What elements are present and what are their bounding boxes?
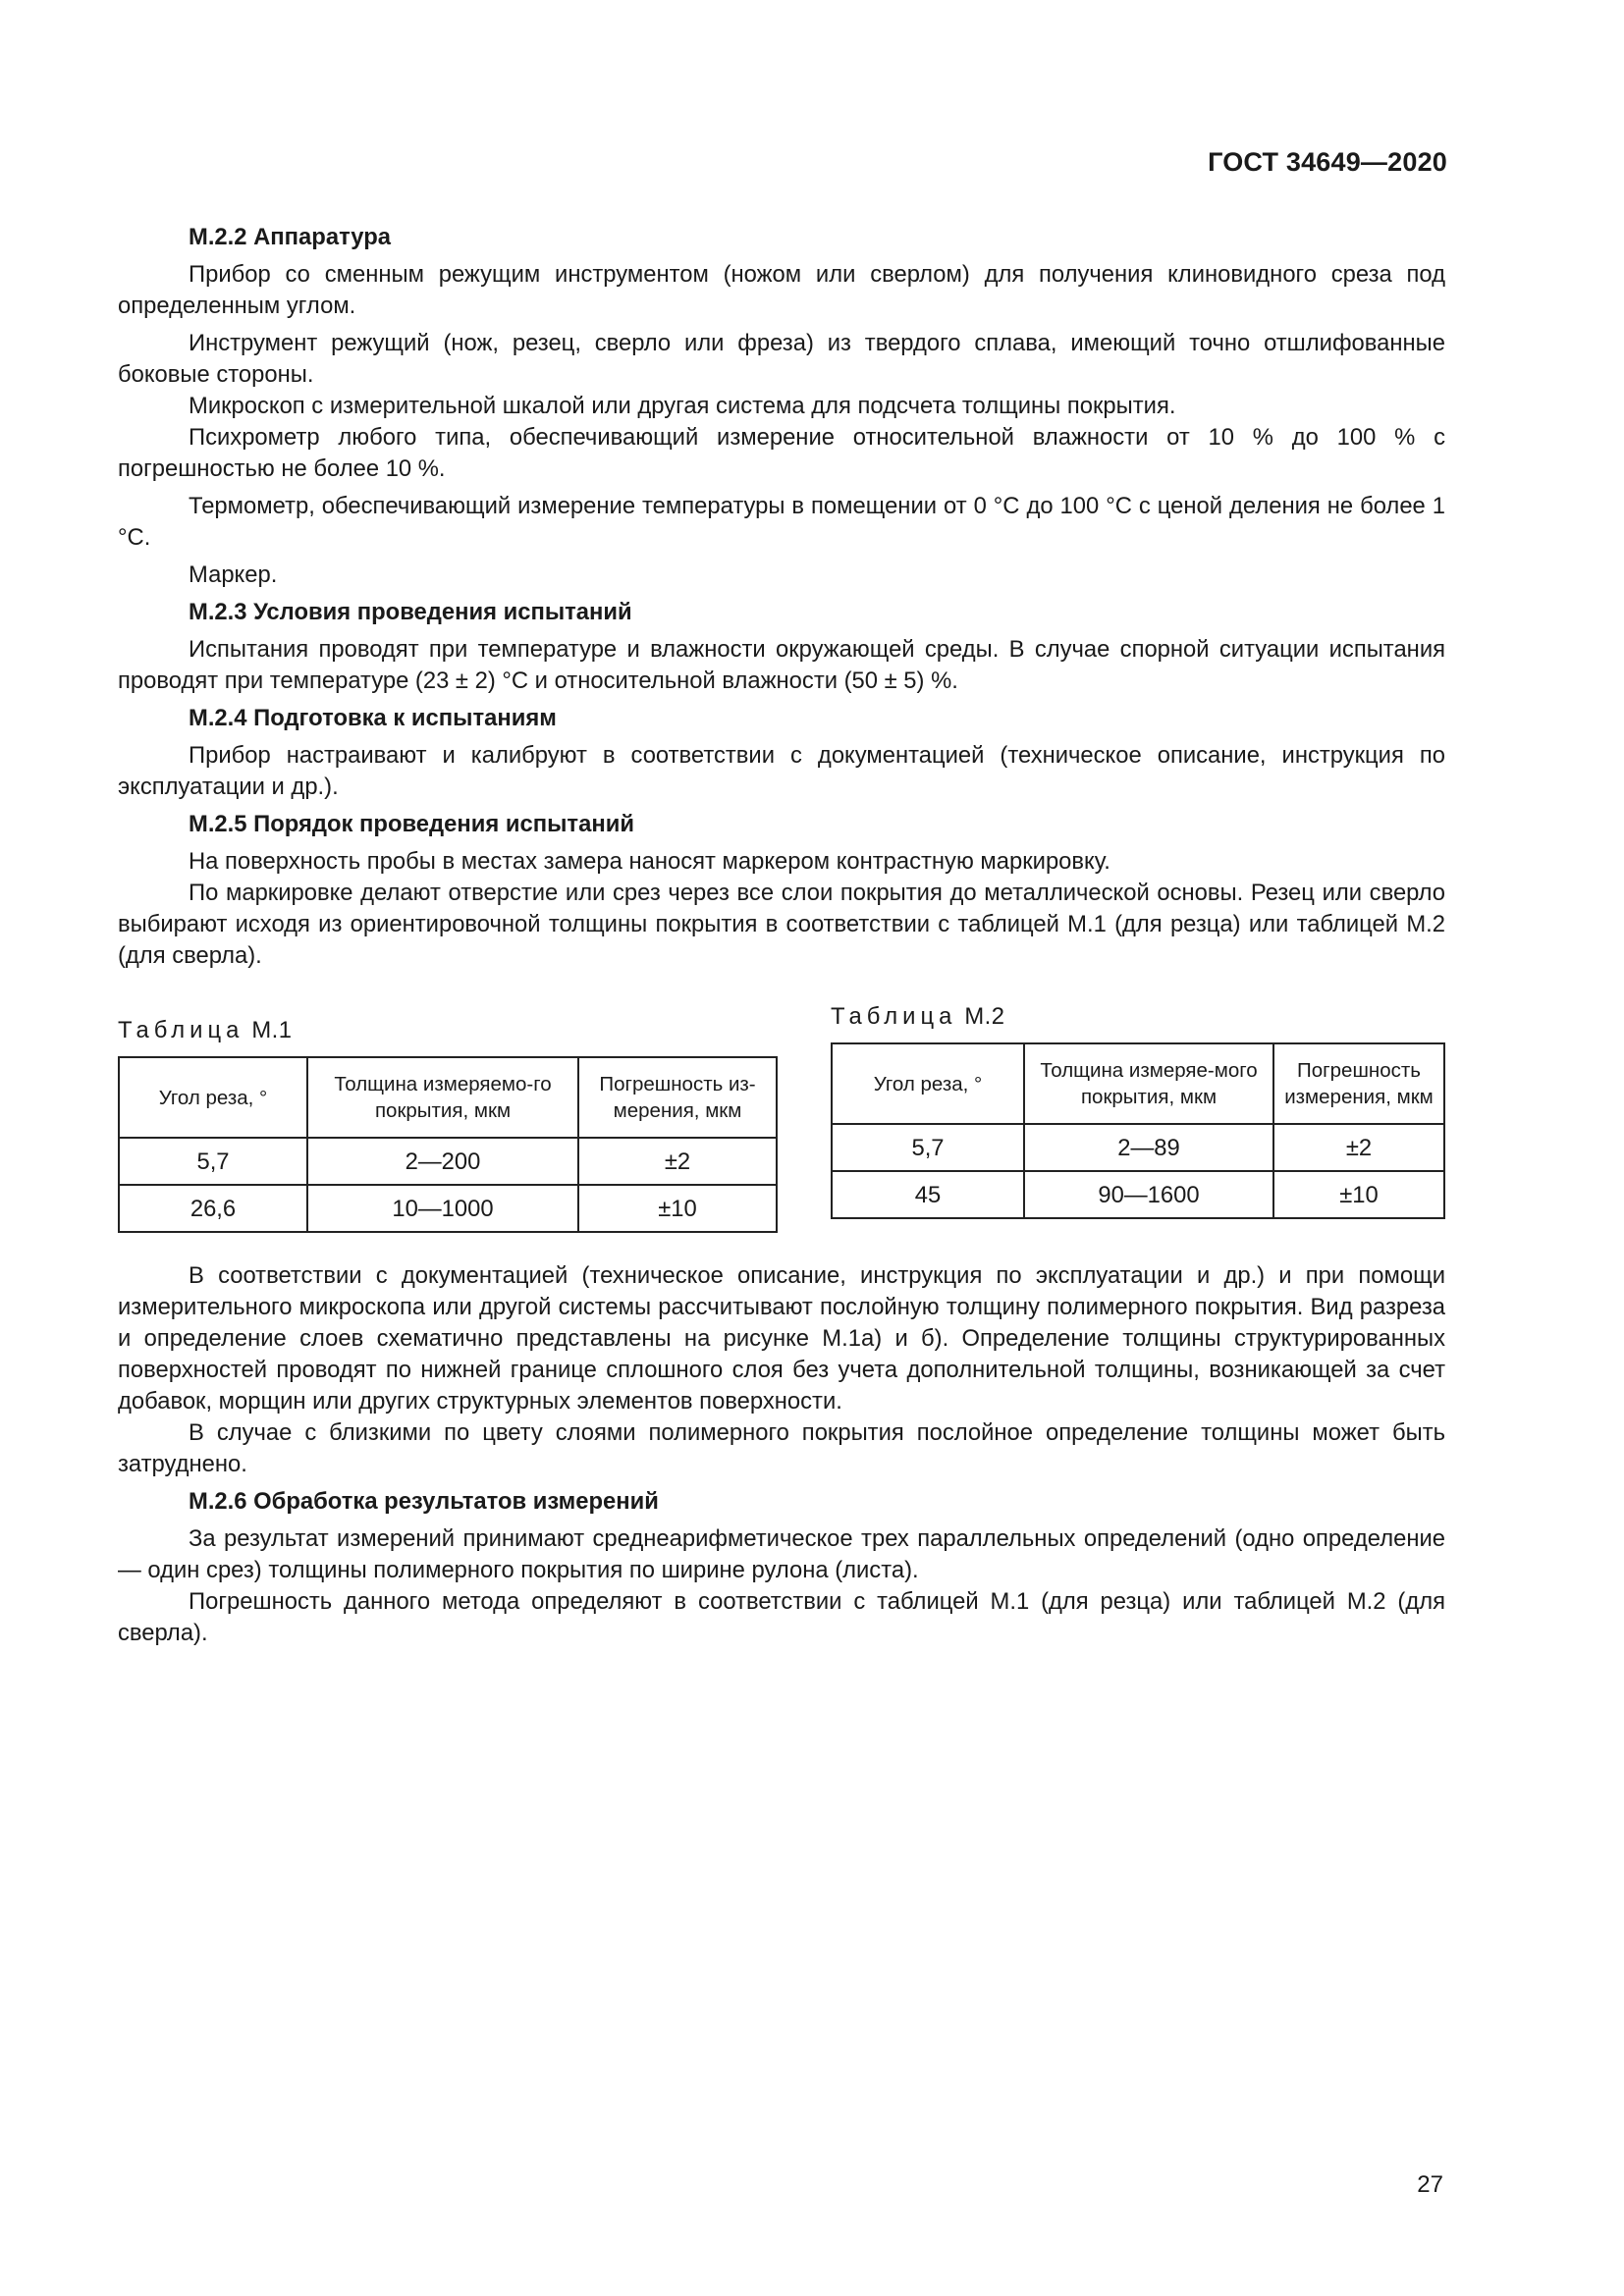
table-cell: ±2 — [578, 1138, 777, 1185]
paragraph: Прибор со сменным режущим инструментом (ножом или сверлом) для получения клиновидного среза под определенным углом. — [118, 261, 1445, 319]
data-table — [118, 1056, 778, 1233]
paragraph: Микроскоп с измерительной шкалой или другая система для подсчета толщины покрытия. — [189, 393, 1176, 419]
paragraph: Маркер. — [189, 561, 278, 588]
page-number: 27 — [1417, 2171, 1443, 2198]
paragraph: На поверхность пробы в местах замера наносят маркером контрастную маркировку. — [189, 848, 1110, 875]
table-cell: 5,7 — [119, 1138, 307, 1185]
table-caption-word: Таблица — [118, 1017, 244, 1043]
table-row — [119, 1185, 777, 1232]
table-row — [832, 1124, 1444, 1171]
table-cell: ±2 — [1273, 1124, 1444, 1171]
data-table — [831, 1042, 1445, 1219]
table-m1 — [118, 1015, 778, 1233]
table-caption — [118, 1015, 778, 1056]
paragraph: Термометр, обеспечивающий измерение температуры в помещении от 0 °С до 100 °С с ценой деления не более 1 °С. — [118, 493, 1445, 551]
table-caption-word: Таблица — [831, 1003, 957, 1030]
column-header: Угол реза, ° — [832, 1043, 1024, 1124]
table-caption — [831, 1001, 1445, 1042]
paragraph: За результат измерений принимают среднеарифметическое трех параллельных определений (одно определение — один срез) толщины полимерного покрытия по ширине рулона (листа). — [118, 1525, 1445, 1583]
column-header: Угол реза, ° — [119, 1057, 307, 1138]
table-cell: 45 — [832, 1171, 1024, 1218]
paragraph: По маркировке делают отверстие или срез через все слои покрытия до металлической основы. Резец или сверло выбирают исходя из ориентировочной толщины покрытия в соответствии с таблицей М.1 (для резца) или таблицей М.2 (для сверла). — [118, 880, 1445, 969]
section-block-top — [118, 222, 1445, 972]
table-header-row — [119, 1057, 777, 1138]
section-block-bottom — [118, 1260, 1445, 1649]
table-cell: 2—89 — [1024, 1124, 1273, 1171]
table-caption-number: М.1 — [251, 1017, 293, 1043]
table-caption-number: М.2 — [964, 1003, 1005, 1030]
table-cell: 90—1600 — [1024, 1171, 1273, 1218]
paragraph: Прибор настраивают и калибруют в соответствии с документацией (техническое описание, инструкция по эксплуатации и др.). — [118, 742, 1445, 800]
table-row — [832, 1171, 1444, 1218]
column-header: Погрешность из-мерения, мкм — [578, 1057, 777, 1138]
paragraph: Инструмент режущий (нож, резец, сверло или фреза) из твердого сплава, имеющий точно отшлифованные боковые стороны. — [118, 330, 1445, 388]
paragraph: Погрешность данного метода определяют в соответствии с таблицей М.1 (для резца) или таблицей М.2 (для сверла). — [118, 1588, 1445, 1646]
table-cell: 10—1000 — [307, 1185, 578, 1232]
table-cell: ±10 — [578, 1185, 777, 1232]
column-header: Толщина измеряе-мого покрытия, мкм — [1024, 1043, 1273, 1124]
column-header: Толщина измеряемо-го покрытия, мкм — [307, 1057, 578, 1138]
table-cell: 2—200 — [307, 1138, 578, 1185]
table-cell: 26,6 — [119, 1185, 307, 1232]
column-header: Погрешность измерения, мкм — [1273, 1043, 1444, 1124]
table-m2 — [831, 1001, 1445, 1219]
paragraph: Психрометр любого типа, обеспечивающий измерение относительной влажности от 10 % до 100 % с погрешностью не более 10 %. — [118, 424, 1445, 482]
tables-area — [118, 1001, 1445, 1237]
table-cell: ±10 — [1273, 1171, 1444, 1218]
paragraph: Испытания проводят при температуре и влажности окружающей среды. В случае спорной ситуации испытания проводят при температуре (23 ± 2) °С и относительной влажности (50 ± 5) %. — [118, 636, 1445, 694]
table-header-row — [832, 1043, 1444, 1124]
table-row — [119, 1138, 777, 1185]
section-heading-m26: М.2.6 Обработка результатов измерений — [189, 1488, 659, 1515]
document-code: ГОСТ 34649—2020 — [1208, 147, 1447, 177]
section-heading-m24: М.2.4 Подготовка к испытаниям — [189, 705, 557, 731]
paragraph: В соответствии с документацией (техническое описание, инструкция по эксплуатации и др.) и при помощи измерительного микроскопа или другой системы рассчитывают послойную толщину полимерного покрытия. Вид разреза и определение слоев схематично представлены на рисунке М.1а) и б). Определение толщины структурированных поверхностей проводят по нижней границе сплошного слоя без учета дополнительной толщины, возникающей за счет добавок, морщин или других структурных элементов поверхности. — [118, 1262, 1445, 1415]
section-heading-m22: М.2.2 Аппаратура — [189, 224, 392, 250]
table-cell: 5,7 — [832, 1124, 1024, 1171]
paragraph: В случае с близкими по цвету слоями полимерного покрытия послойное определение толщины может быть затруднено. — [118, 1419, 1445, 1477]
section-heading-m25: М.2.5 Порядок проведения испытаний — [189, 811, 634, 837]
section-heading-m23: М.2.3 Условия проведения испытаний — [189, 599, 632, 625]
